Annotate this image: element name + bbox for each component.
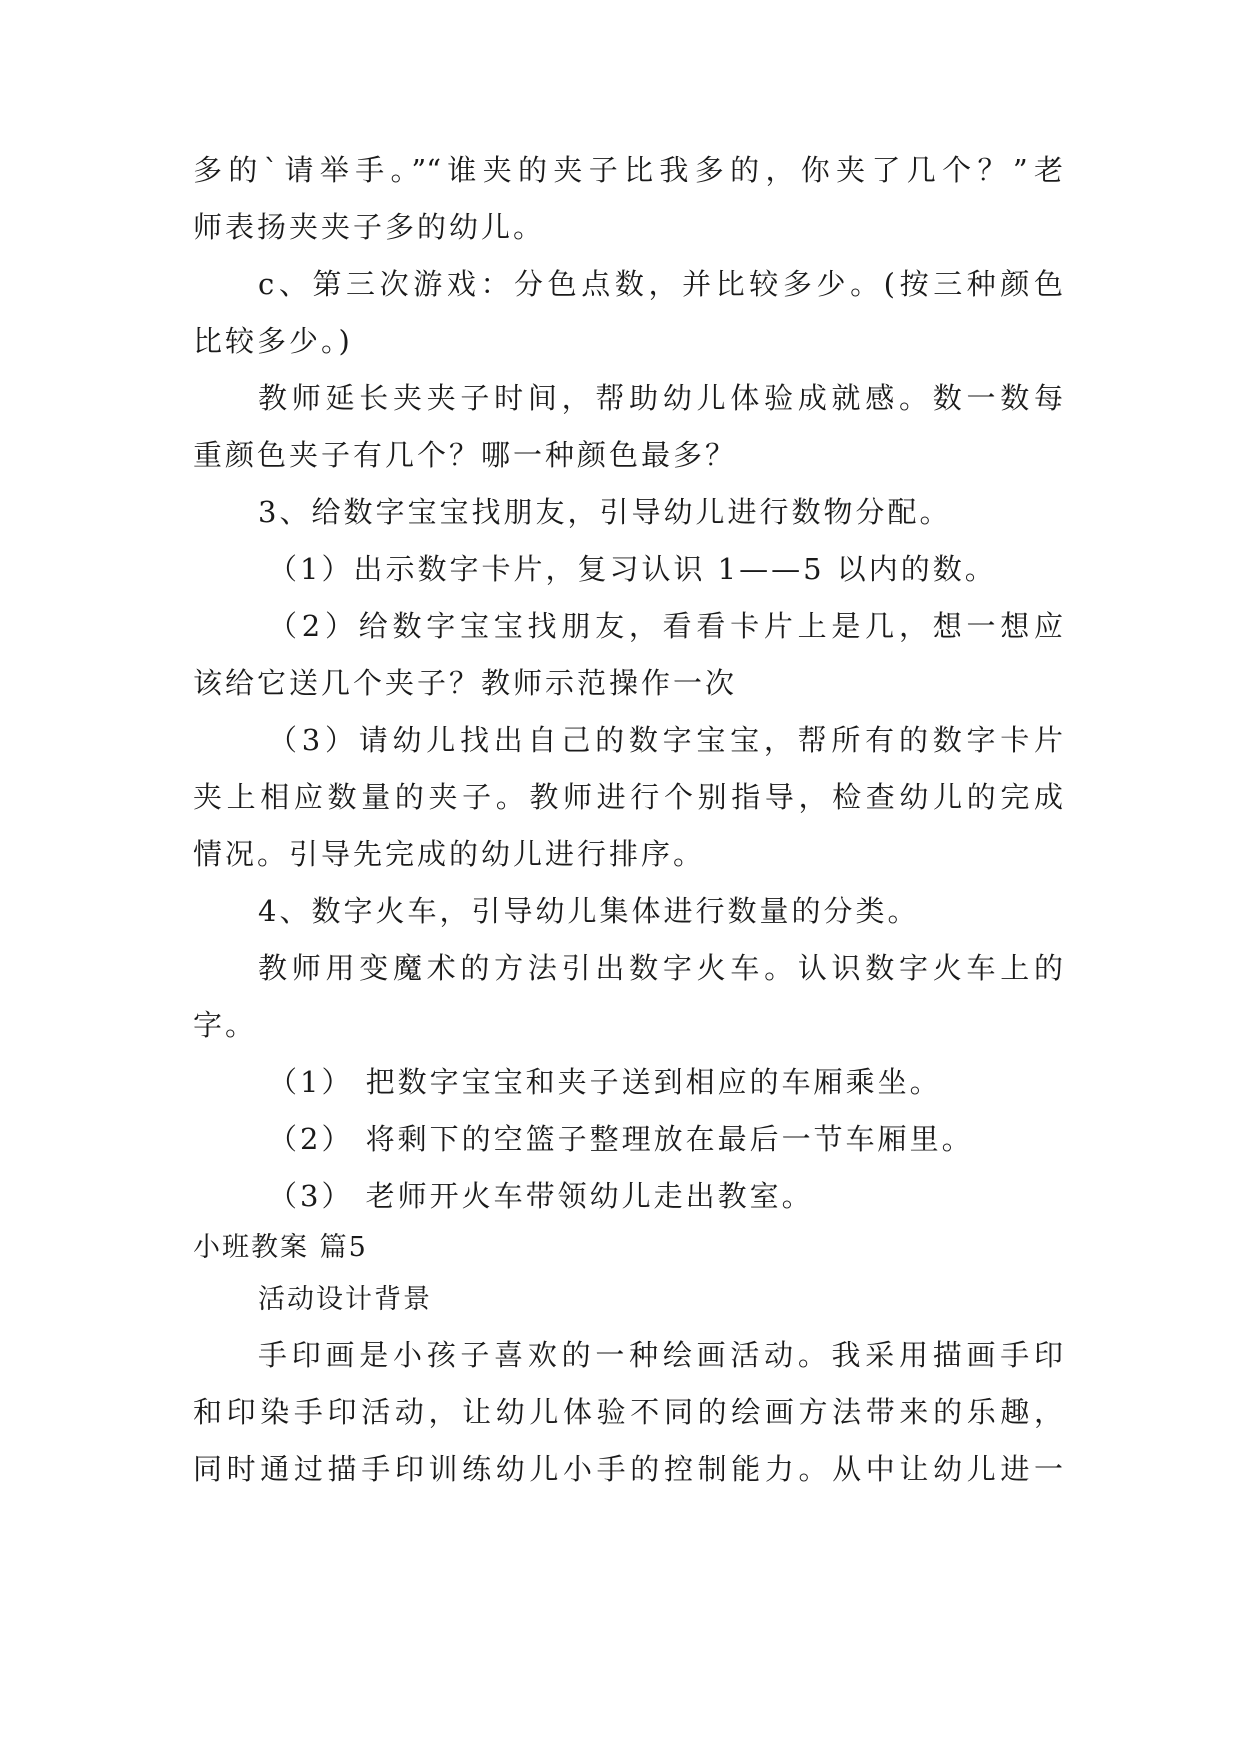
paragraph-line: 3、给数字宝宝找朋友，引导幼儿进行数物分配。 bbox=[258, 495, 952, 529]
paragraph-line: （3）请幼儿找出自己的数字宝宝，帮所有的数字卡片 bbox=[268, 723, 1063, 757]
subsection-heading: 活动设计背景 bbox=[258, 1284, 432, 1315]
paragraph-line: （3） 老师开火车带领幼儿走出教室。 bbox=[268, 1179, 814, 1213]
paragraph-line: 字。 bbox=[193, 1008, 258, 1042]
paragraph-line: 手印画是小孩子喜欢的一种绘画活动。我采用描画手印 bbox=[258, 1338, 1063, 1372]
section-heading: 小班教案 篇5 bbox=[193, 1232, 368, 1263]
paragraph-line: （1） 把数字宝宝和夹子送到相应的车厢乘坐。 bbox=[268, 1065, 942, 1099]
paragraph-line: 同时通过描手印训练幼儿小手的控制能力。从中让幼儿进一 bbox=[193, 1452, 1063, 1486]
paragraph-line: 夹上相应数量的夹子。教师进行个别指导，检查幼儿的完成 bbox=[193, 780, 1063, 814]
paragraph-line: 情况。引导先完成的幼儿进行排序。 bbox=[193, 837, 706, 871]
paragraph-line: （2）给数字宝宝找朋友，看看卡片上是几，想一想应 bbox=[268, 609, 1063, 643]
paragraph-line: （2） 将剩下的空篮子整理放在最后一节车厢里。 bbox=[268, 1122, 974, 1156]
paragraph-line: 该给它送几个夹子？教师示范操作一次 bbox=[193, 666, 738, 700]
paragraph-line: 比较多少。) bbox=[193, 324, 353, 358]
paragraph-line: 师表扬夹夹子多的幼儿。 bbox=[193, 210, 546, 244]
paragraph-line: c、第三次游戏：分色点数，并比较多少。(按三种颜色 bbox=[258, 267, 1063, 301]
paragraph-line: 教师用变魔术的方法引出数字火车。认识数字火车上的 bbox=[258, 951, 1063, 985]
paragraph-line: （1）出示数字卡片，复习认识 1——5 以内的数。 bbox=[268, 552, 997, 586]
paragraph-line: 重颜色夹子有几个？哪一种颜色最多？ bbox=[193, 438, 738, 472]
paragraph-line: 教师延长夹夹子时间，帮助幼儿体验成就感。数一数每 bbox=[258, 381, 1063, 415]
paragraph-line: 4、数字火车，引导幼儿集体进行数量的分类。 bbox=[258, 894, 920, 928]
paragraph-line: 多的`请举手。”“谁夹的夹子比我多的，你夹了几个？”老 bbox=[193, 153, 1063, 187]
paragraph-line: 和印染手印活动，让幼儿体验不同的绘画方法带来的乐趣， bbox=[193, 1395, 1063, 1429]
